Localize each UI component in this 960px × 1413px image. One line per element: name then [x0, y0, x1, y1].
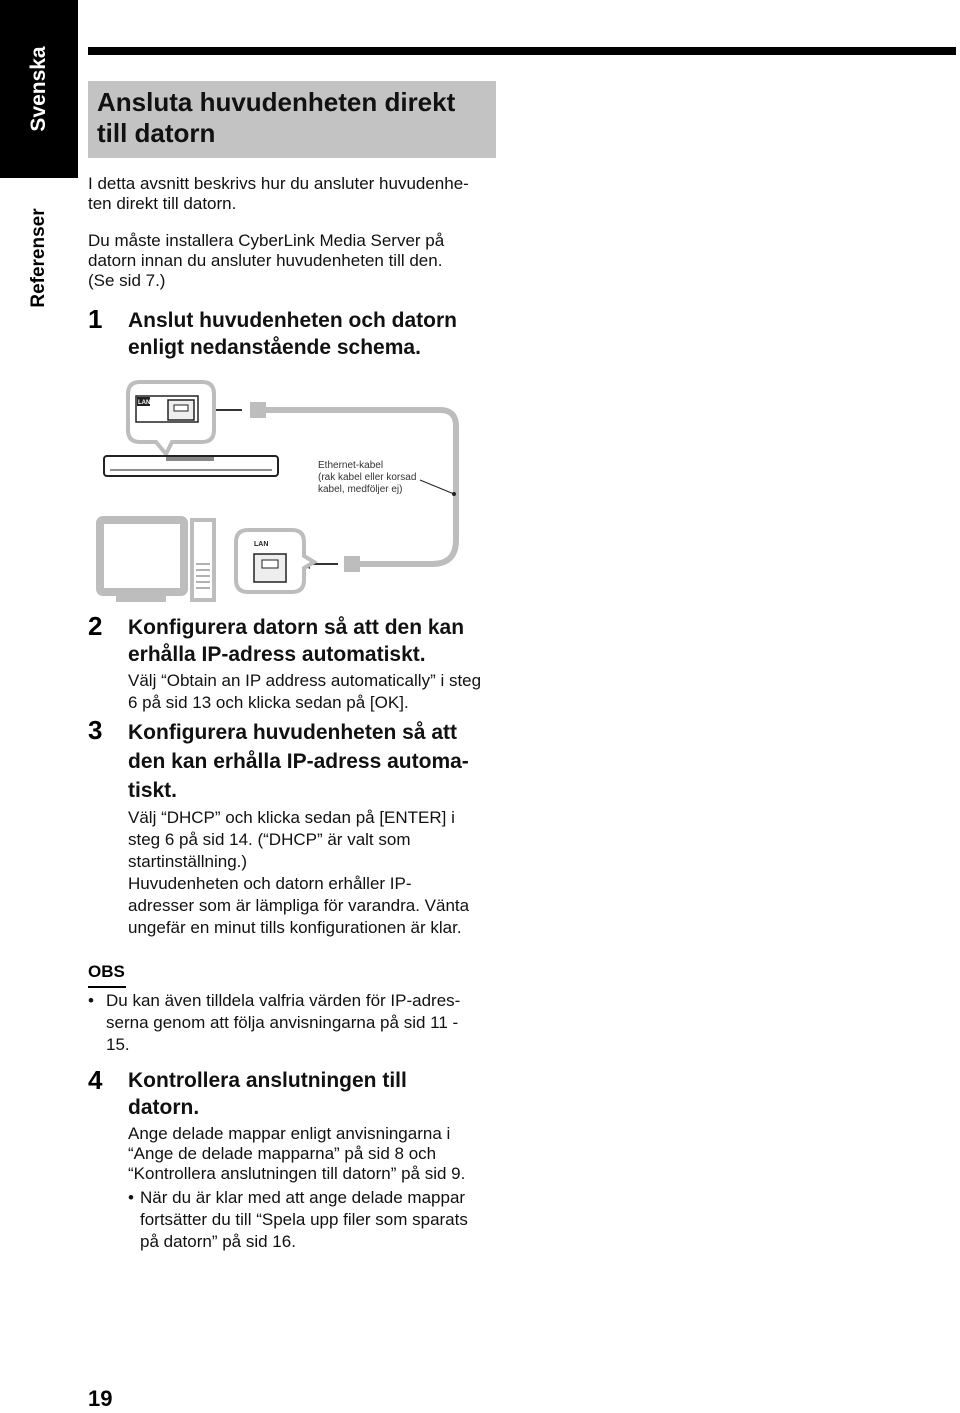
prerequisite-line: datorn innan du ansluter huvudenheten till den.	[88, 251, 443, 270]
section-tab	[0, 178, 78, 338]
step-3-body	[128, 807, 469, 939]
step-2-title-line: Konfigurera datorn så att den kan	[128, 616, 465, 639]
step-4-title-line: Kontrollera anslutningen till	[128, 1069, 407, 1092]
section-heading-box	[88, 81, 496, 158]
note-bullet	[88, 990, 460, 1056]
prerequisite-line: (Se sid 7.)	[88, 271, 166, 290]
bullet-icon: •	[88, 991, 94, 1010]
step-3-body-line: Huvudenheten och datorn erhåller IP-	[128, 874, 412, 893]
step-3-title-line: tiskt.	[128, 779, 178, 802]
step-4-bullet-line: fortsätter du till “Spela upp filer som sparats	[140, 1210, 468, 1229]
pc-monitor-icon	[100, 520, 184, 602]
step-4-title-line: datorn.	[128, 1096, 200, 1119]
step-1-title-line: Anslut huvudenheten och datorn	[128, 309, 457, 332]
pc-lan-label: LAN	[254, 541, 269, 548]
cable-label-line: kabel, medföljer ej)	[318, 484, 403, 495]
intro-line: ten direkt till datorn.	[88, 194, 237, 213]
unit-lan-port-callout	[128, 382, 214, 454]
step-1-title-line: enligt nedanstående schema.	[128, 336, 421, 359]
prerequisite-paragraph	[88, 231, 444, 291]
step-3-body-line: adresser som är lämpliga för varandra. Vänta	[128, 896, 470, 915]
language-tab-label: Svenska	[27, 46, 50, 132]
step-4-bullet-line: När du är klar med att ange delade mappar	[140, 1188, 466, 1207]
step-2-body	[128, 670, 481, 714]
main-unit	[104, 456, 278, 476]
step-3-title	[128, 718, 469, 805]
step-3-body-line: steg 6 på sid 14. (“DHCP” är valt som	[128, 830, 411, 849]
step-1-title	[128, 307, 457, 361]
step-4-number: 4	[88, 1065, 103, 1095]
page-number: 19	[88, 1386, 113, 1411]
step-3-body-line: Välj “DHCP” och klicka sedan på [ENTER] i	[128, 808, 455, 827]
connection-diagram	[90, 372, 470, 604]
note-line: 15.	[106, 1035, 130, 1054]
step-2-body-line: 6 på sid 13 och klicka sedan på [OK].	[128, 693, 409, 712]
step-2-body-line: Välj “Obtain an IP address automatically” i steg	[128, 671, 482, 690]
step-4-body	[128, 1124, 465, 1184]
intro-line: I detta avsnitt beskrivs hur du ansluter huvudenhe-	[88, 174, 469, 193]
step-3-number: 3	[88, 715, 103, 745]
step-1-number: 1	[88, 304, 103, 334]
cable-label-line: (rak kabel eller korsad	[318, 472, 417, 483]
note-rule	[88, 986, 126, 988]
language-tab	[0, 0, 78, 178]
step-4-body-line: “Ange de delade mapparna” på sid 8 och	[128, 1144, 437, 1163]
step-2-number: 2	[88, 611, 103, 641]
pc-tower-icon	[192, 520, 214, 600]
note-line: serna genom att följa anvisningarna på sid 11 -	[106, 1013, 459, 1032]
note-label: OBS	[88, 962, 125, 981]
note-line: Du kan även tilldela valfria värden för IP-adres-	[106, 991, 461, 1010]
step-4-title	[128, 1067, 407, 1121]
step-4-body-line: “Kontrollera anslutningen till datorn” på sid 9.	[128, 1164, 466, 1183]
step-4-bullet	[128, 1187, 468, 1253]
prerequisite-line: Du måste installera CyberLink Media Server på	[88, 231, 445, 250]
step-2-title-line: erhålla IP-adress automatiskt.	[128, 643, 426, 666]
unit-lan-label: LAN	[138, 400, 151, 406]
section-heading: Ansluta huvudenheten direkt till datorn	[97, 87, 456, 148]
cable-label-line: Ethernet-kabel	[318, 460, 384, 471]
step-3-body-line: startinställning.)	[128, 852, 248, 871]
step-3-title-line: den kan erhålla IP-adress automa-	[128, 750, 469, 773]
step-3-body-line: ungefär en minut tills konfigurationen är klar.	[128, 918, 462, 937]
pc-lan-port-callout	[236, 530, 314, 592]
step-4-bullet-line: på datorn” på sid 16.	[140, 1232, 296, 1251]
step-2-title	[128, 614, 464, 668]
section-tab-label: Referenser	[28, 208, 49, 308]
top-rule	[88, 47, 956, 55]
cable-label-leader	[420, 480, 454, 494]
cable-label-leader-dot	[452, 492, 456, 496]
step-3-title-line: Konfigurera huvudenheten så att	[128, 721, 458, 744]
intro-paragraph	[88, 174, 469, 214]
step-4-body-line: Ange delade mappar enligt anvisningarna i	[128, 1124, 451, 1143]
bullet-icon: •	[128, 1188, 134, 1207]
